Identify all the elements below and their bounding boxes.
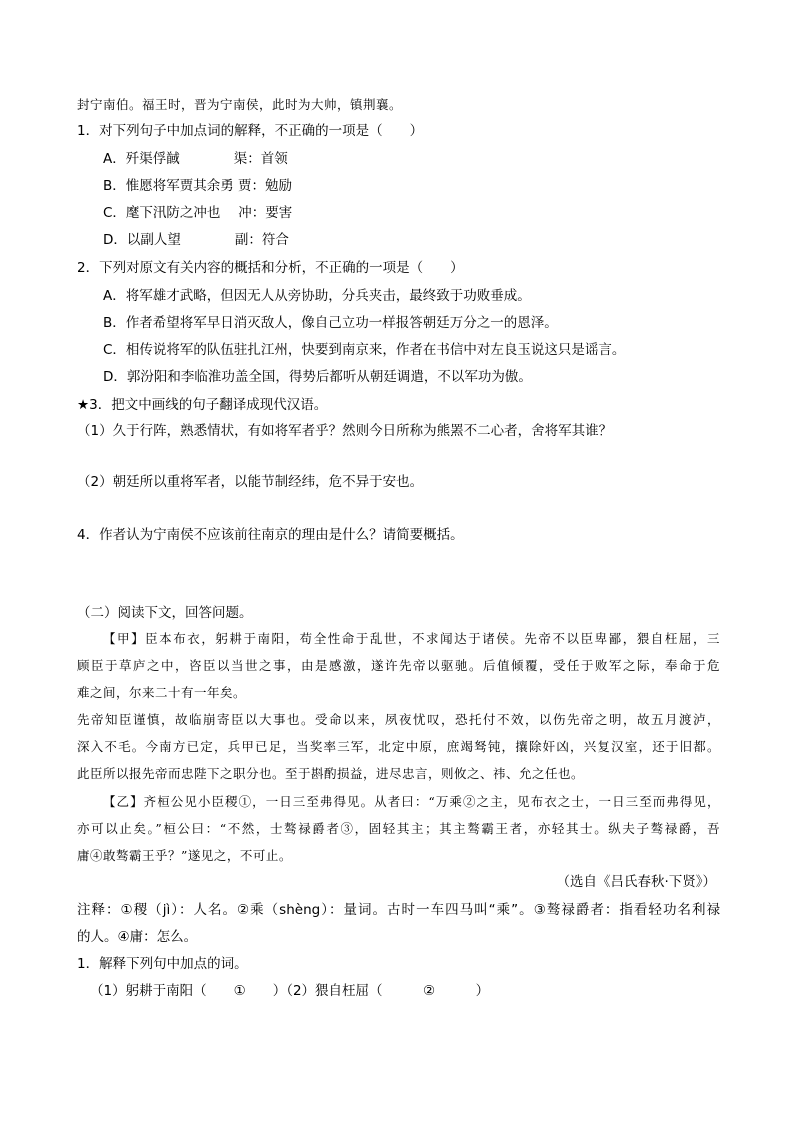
question-3: ★3．把文中画线的句子翻译成现代汉语。: [77, 397, 328, 413]
passage-line: 深入不毛。今南方已定，兵甲已足，当奖率三军，北定中原，庶竭驽钝，攘除奸凶，兴复汉室，还于旧都。: [77, 739, 720, 754]
question-2: 2．下列对原文有关内容的概括和分析，不正确的一项是（ ）: [77, 260, 464, 276]
passage-line: 【甲】臣本布衣，躬耕于南阳，苟全性命于乱世，不求闻达于诸侯。先帝不以臣卑鄙，猥自枉屈，三: [103, 631, 720, 646]
passage-line: 顾臣于草庐之中，咨臣以当世之事，由是感激，遂许先帝以驱驰。后值倾覆，受任于败军之际，奉命于危: [77, 658, 720, 673]
passage-line: 庸④敢骜霸王乎？”遂见之，不可止。: [77, 848, 292, 863]
question-1: 1．对下列句子中加点词的解释，不正确的一项是（ ）: [77, 123, 424, 139]
question-3-part-1: （1）久于行阵，熟悉情状，有如将军者乎？然则今日所称为熊罴不二心者，舍将军其谁？: [77, 423, 613, 439]
annotation-line: 的人。④庸：怎么。: [77, 929, 198, 945]
question-3-part-2: （2）朝廷所以重将军者，以能节制经纬，危不异于安也。: [77, 474, 424, 490]
source-citation: （选自《吕氏春秋·下贤》）: [556, 874, 716, 890]
option-c: C．相传说将军的队伍驻扎江州，快要到南京来，作者在书信中对左良玉说这只是谣言。: [103, 342, 626, 358]
option-d: D．郭汾阳和李临淮功盖全国，得势后都听从朝廷调遣，不以军功为傲。: [103, 369, 532, 385]
sub-question-1: 1．解释下列句中加点的词。: [77, 956, 248, 972]
sub-question-1-items: （1）躬耕于南阳（ ① ）（2）猥自枉屈（ ② ）: [90, 983, 490, 999]
passage-line: 先帝知臣谨慎，故临崩寄臣以大事也。受命以来，夙夜忧叹，恐托付不效，以伤先帝之明，故五月渡泸，: [77, 712, 720, 727]
annotation-line: 注释：①稷（jì）：人名。②乘（shèng）：量词。古时一车四马叫“乘”。③骜禄爵者：指看轻功名利禄: [77, 902, 720, 918]
option-a: A．歼渠俘馘 渠：首领: [103, 151, 288, 167]
option-b: B．惟愿将军贾其余勇 贾：勉励: [103, 178, 293, 194]
option-c: C．麾下汛防之冲也 冲：要害: [103, 205, 293, 221]
passage-line: 难之间，尔来二十有一年矣。: [77, 685, 247, 700]
option-a: A．将军雄才武略，但因无人从旁协助，分兵夹击，最终致于功败垂成。: [103, 288, 531, 304]
text-line: 封宁南伯。福王时，晋为宁南侯，此时为大帅，镇荆襄。: [77, 97, 403, 112]
section-heading: （二）阅读下文，回答问题。: [77, 605, 253, 621]
option-b: B．作者希望将军早日消灭敌人，像自己立功一样报答朝廷万分之一的恩泽。: [103, 315, 558, 331]
passage-line: 亦可以止矣。”桓公曰：“不然，士骜禄爵者③，固轻其主；其主骜霸王者，亦轻其士。纵夫子骜禄爵，吾: [77, 821, 720, 836]
passage-line: 【乙】齐桓公见小臣稷①，一日三至弗得见。从者曰：“万乘②之主，见布衣之士，一日三至而弗得见，: [103, 794, 720, 809]
question-4: 4．作者认为宁南侯不应该前往南京的理由是什么？请简要概括。: [77, 527, 464, 543]
passage-line: 此臣所以报先帝而忠陛下之职分也。至于斟酌损益，进尽忠言，则攸之、祎、允之任也。: [77, 766, 585, 781]
option-d: D．以副人望 副：符合: [103, 232, 289, 248]
